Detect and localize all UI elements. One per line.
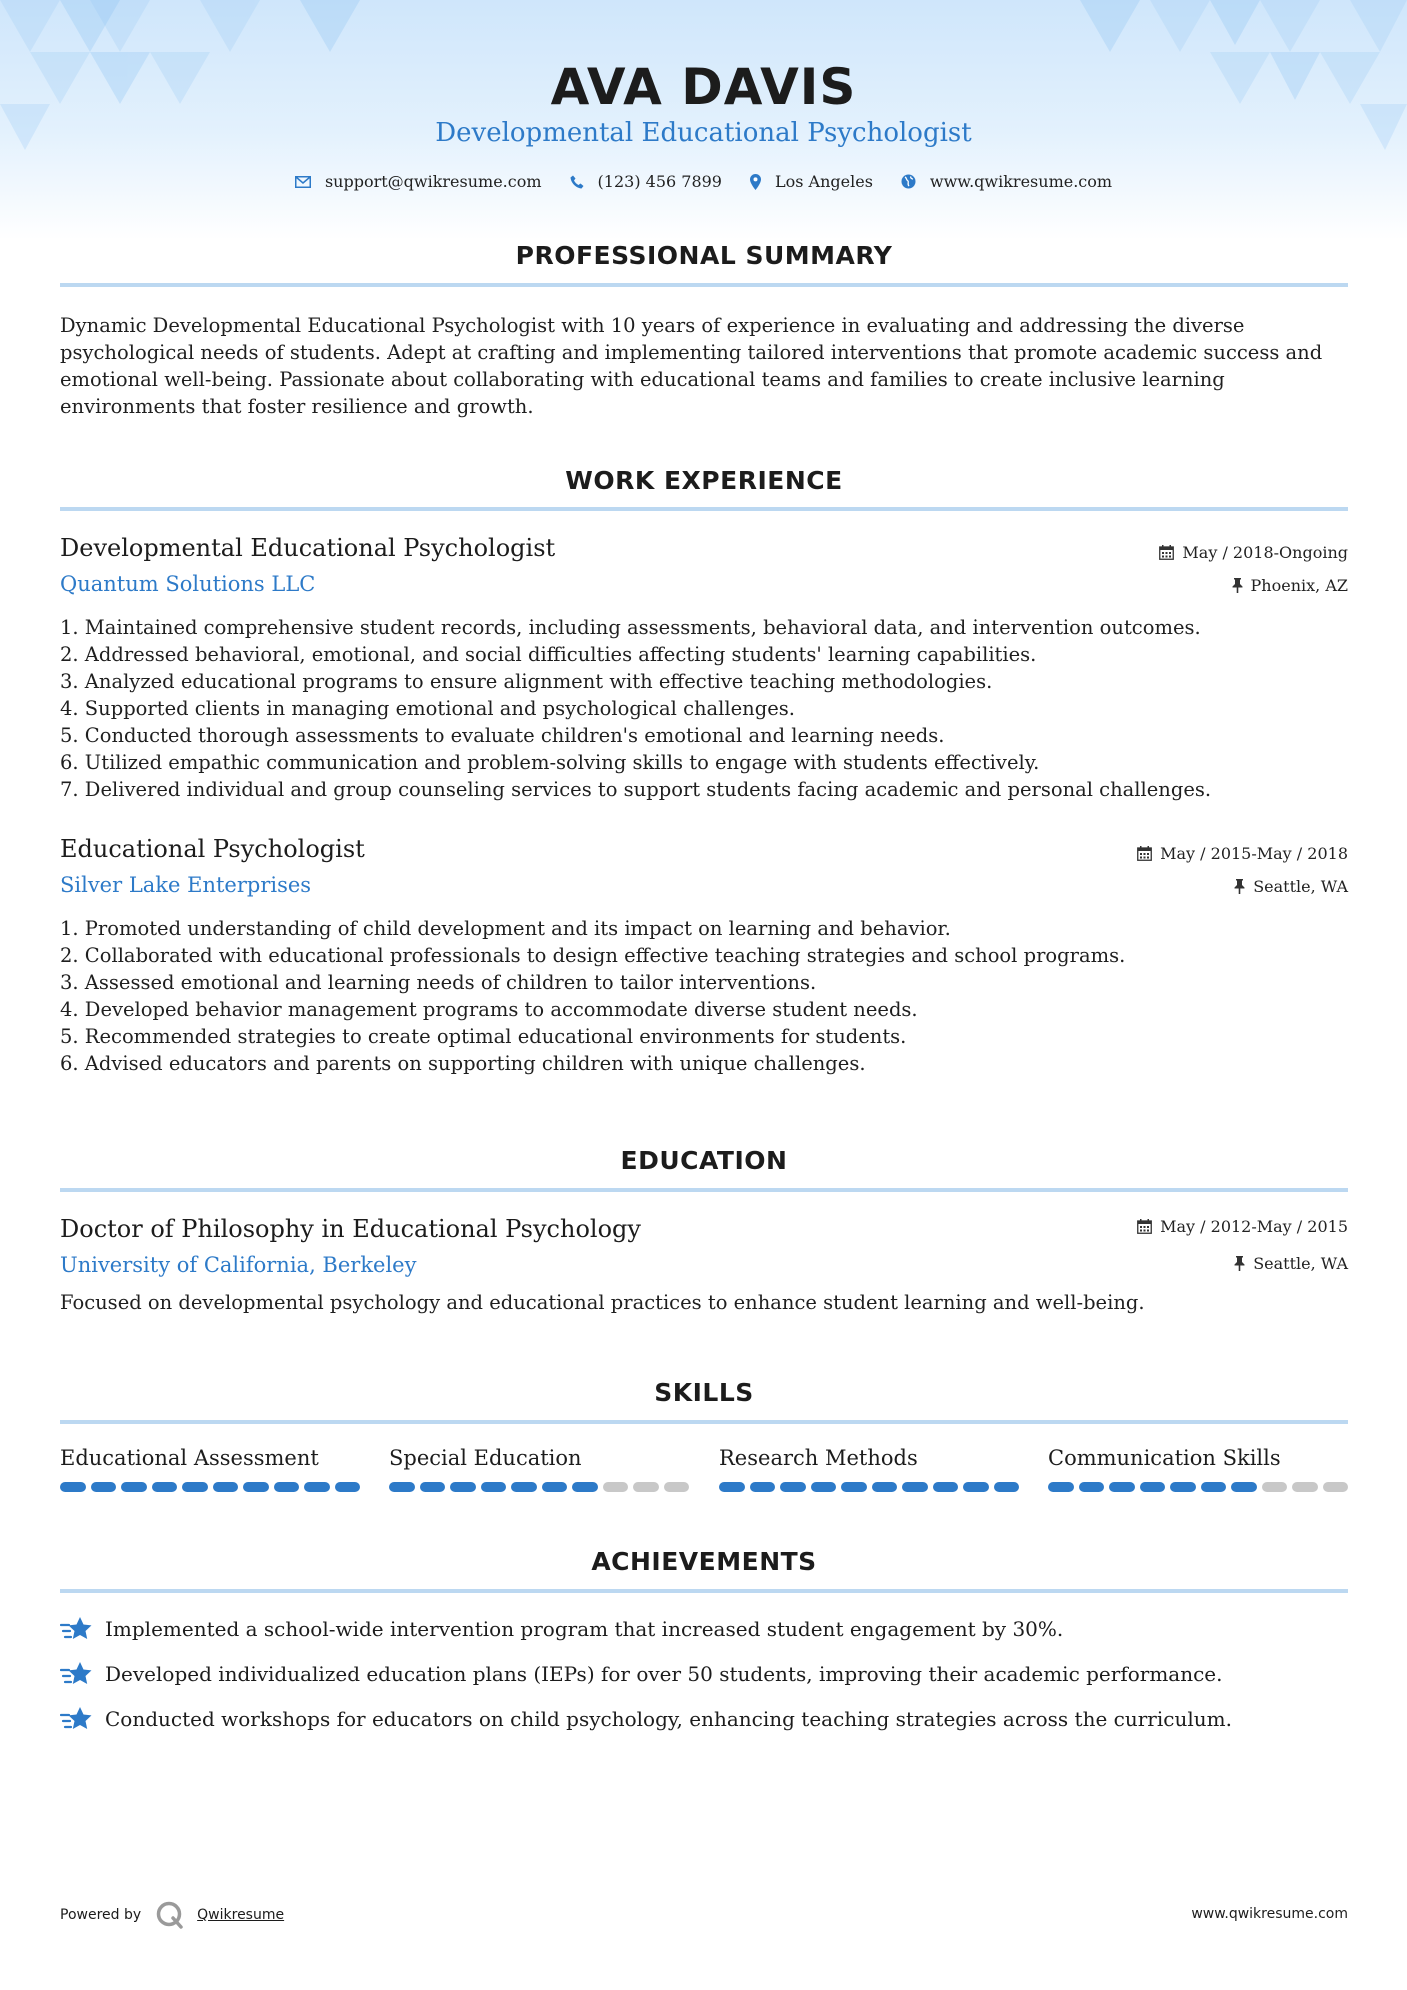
education-location-text: Seattle, WA: [1253, 1254, 1348, 1273]
skill-segment: [1323, 1482, 1349, 1492]
experience-heading: WORK EXPERIENCE: [565, 466, 843, 495]
skill-segment: [750, 1482, 776, 1492]
job-location-text: Seattle, WA: [1253, 877, 1348, 896]
list-item: 6. Utilized empathic communication and problem-solving skills to engage with students effectively.: [60, 751, 1040, 774]
list-item: 7. Delivered individual and group counseling services to support students facing academic and personal challenges.: [60, 778, 1212, 801]
skill-segment: [182, 1482, 208, 1492]
contact-website[interactable]: [901, 172, 1112, 191]
skill-segment: [213, 1482, 239, 1492]
list-item: 5. Conducted thorough assessments to evaluate children's emotional and learning needs.: [60, 724, 945, 747]
contact-phone[interactable]: [570, 172, 722, 191]
skill-name: Educational Assessment: [60, 1446, 319, 1470]
skill-segment: [274, 1482, 300, 1492]
pushpin-icon: [1232, 578, 1243, 593]
skill-segment: [304, 1482, 330, 1492]
calendar-icon: [1159, 545, 1174, 560]
job-dates: [1159, 543, 1348, 562]
skill-segment: [1140, 1482, 1166, 1492]
candidate-title: Developmental Educational Psychologist: [435, 118, 972, 148]
pushpin-icon: [1234, 879, 1245, 894]
education-dates-text: May / 2012-May / 2015: [1160, 1217, 1348, 1236]
job-title: Developmental Educational Psychologist: [60, 534, 556, 562]
achievement-text: Developed individualized education plans (IEPs) for over 50 students, improving their academic performance.: [105, 1662, 1223, 1686]
skill-segment: [572, 1482, 598, 1492]
list-item: 3. Analyzed educational programs to ensure alignment with effective teaching methodologies.: [60, 670, 993, 693]
skill-segment: [1201, 1482, 1227, 1492]
skill-segment: [902, 1482, 928, 1492]
skill-segment: [1048, 1482, 1074, 1492]
contact-row: [0, 172, 1407, 191]
job-dates-text: May / 2015-May / 2018: [1160, 844, 1348, 863]
skill-segment: [994, 1482, 1020, 1492]
education-description: Focused on developmental psychology and educational practices to enhance student learning and well-being.: [60, 1291, 1145, 1314]
skill-segment: [1262, 1482, 1288, 1492]
qwikresume-logo-icon: [155, 1900, 185, 1930]
skill-name: Special Education: [389, 1446, 582, 1470]
skill-name: Communication Skills: [1048, 1446, 1281, 1470]
education-divider: [60, 1188, 1348, 1192]
job-location: [1234, 877, 1348, 896]
skill-segment: [420, 1482, 446, 1492]
skill-segment: [542, 1482, 568, 1492]
contact-phone-text: (123) 456 7899: [597, 172, 722, 191]
list-item: 1. Promoted understanding of child development and its impact on learning and behavior.: [60, 917, 951, 940]
skill-segment: [121, 1482, 147, 1492]
list-item: 4. Developed behavior management programs to accommodate diverse student needs.: [60, 998, 918, 1021]
candidate-name: AVA DAVIS: [550, 58, 857, 116]
skill-segment: [152, 1482, 178, 1492]
skill-level-bar: [1048, 1482, 1348, 1492]
skill-segment: [1231, 1482, 1257, 1492]
skill-level-bar: [389, 1482, 689, 1492]
phone-icon: [570, 175, 584, 189]
company-name: Quantum Solutions LLC: [60, 572, 316, 596]
contact-email[interactable]: [295, 172, 542, 191]
job-dates: [1137, 844, 1348, 863]
skill-segment: [1079, 1482, 1105, 1492]
skill-segment: [450, 1482, 476, 1492]
skill-segment: [1170, 1482, 1196, 1492]
job-bullets: [60, 915, 1350, 1077]
skill-segment: [1109, 1482, 1135, 1492]
skill-item: [60, 1446, 360, 1492]
skill-level-bar: [60, 1482, 360, 1492]
skill-segment: [780, 1482, 806, 1492]
skill-segment: [664, 1482, 690, 1492]
star-icon: [60, 1706, 93, 1732]
star-icon: [60, 1616, 93, 1642]
pushpin-icon: [1234, 1256, 1245, 1271]
job-dates-text: May / 2018-Ongoing: [1182, 543, 1348, 562]
list-item: 2. Addressed behavioral, emotional, and social difficulties affecting students' learning capabilities.: [60, 643, 1037, 666]
star-icon: [60, 1661, 93, 1687]
job-bullets: [60, 614, 1350, 803]
list-item: 3. Assessed emotional and learning needs of children to tailor interventions.: [60, 971, 817, 994]
skill-item: [389, 1446, 689, 1492]
calendar-icon: [1137, 1219, 1152, 1234]
education-location: [1234, 1254, 1348, 1273]
achievement-item: [60, 1616, 1063, 1642]
achievement-text: Implemented a school-wide intervention program that increased student engagement by 30%.: [105, 1617, 1064, 1641]
degree-title: Doctor of Philosophy in Educational Psychology: [60, 1215, 641, 1243]
list-item: 6. Advised educators and parents on supporting children with unique challenges.: [60, 1052, 866, 1075]
skill-segment: [811, 1482, 837, 1492]
envelope-icon: [295, 176, 311, 188]
brand-link[interactable]: Qwikresume: [197, 1907, 285, 1923]
skill-segment: [719, 1482, 745, 1492]
skill-segment: [1292, 1482, 1318, 1492]
skill-segment: [335, 1482, 361, 1492]
summary-divider: [60, 283, 1348, 287]
contact-location: [750, 172, 873, 191]
skill-level-bar: [719, 1482, 1019, 1492]
skill-segment: [841, 1482, 867, 1492]
list-item: 5. Recommended strategies to create optimal educational environments for students.: [60, 1025, 907, 1048]
skill-segment: [91, 1482, 117, 1492]
globe-icon: [901, 174, 916, 189]
achievement-text: Conducted workshops for educators on child psychology, enhancing teaching strategies across the curriculum.: [105, 1707, 1232, 1731]
skill-name: Research Methods: [719, 1446, 918, 1470]
achievement-item: [60, 1706, 1232, 1732]
skill-segment: [511, 1482, 537, 1492]
skill-segment: [60, 1482, 86, 1492]
school-name: University of California, Berkeley: [60, 1253, 417, 1277]
achievement-item: [60, 1661, 1223, 1687]
summary-heading: PROFESSIONAL SUMMARY: [515, 241, 893, 270]
skills-divider: [60, 1420, 1348, 1424]
achievements-divider: [60, 1589, 1348, 1593]
map-pin-icon: [750, 174, 761, 190]
skill-segment: [933, 1482, 959, 1492]
job-location-text: Phoenix, AZ: [1250, 576, 1348, 595]
skill-item: [719, 1446, 1019, 1492]
job-title: Educational Psychologist: [60, 835, 365, 863]
contact-website-text: www.qwikresume.com: [929, 172, 1113, 191]
skills-heading: SKILLS: [654, 1378, 754, 1407]
education-dates: [1137, 1217, 1348, 1236]
company-name: Silver Lake Enterprises: [60, 873, 312, 897]
skill-segment: [633, 1482, 659, 1492]
skill-segment: [963, 1482, 989, 1492]
footer-powered-by: [60, 1900, 284, 1930]
skill-segment: [603, 1482, 629, 1492]
skill-segment: [243, 1482, 269, 1492]
experience-divider: [60, 507, 1348, 511]
summary-text: Dynamic Developmental Educational Psychologist with 10 years of experience in evaluating and addressing the diverse psychological needs of students. Adept at crafting and implementing tailored interventions that promote academic success and emotional well-being. Passionate about collaborating with educational teams and families to create inclusive learning environments that foster resilience and growth.: [60, 314, 1323, 418]
skill-segment: [481, 1482, 507, 1492]
list-item: 1. Maintained comprehensive student records, including assessments, behavioral data, and intervention outcomes.: [60, 616, 1201, 639]
contact-email-text: support@qwikresume.com: [324, 172, 542, 191]
skill-segment: [872, 1482, 898, 1492]
education-heading: EDUCATION: [620, 1146, 788, 1175]
achievements-heading: ACHIEVEMENTS: [591, 1547, 817, 1576]
powered-by-label: Powered by: [60, 1907, 142, 1923]
skill-item: [1048, 1446, 1348, 1492]
contact-location-text: Los Angeles: [774, 172, 873, 191]
footer-url[interactable]: www.qwikresume.com: [1191, 1906, 1348, 1922]
skill-segment: [389, 1482, 415, 1492]
list-item: 2. Collaborated with educational professionals to design effective teaching strategies and school programs.: [60, 944, 1126, 967]
list-item: 4. Supported clients in managing emotional and psychological challenges.: [60, 697, 795, 720]
calendar-icon: [1137, 846, 1152, 861]
job-location: [1232, 576, 1348, 595]
